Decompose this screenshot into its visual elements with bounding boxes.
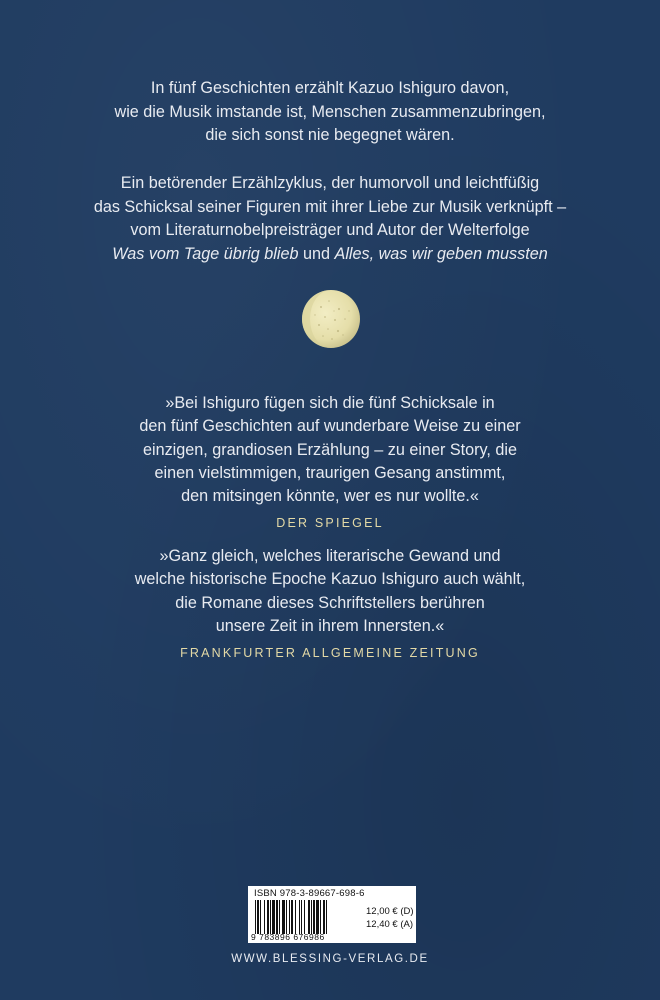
quote-line: »Ganz gleich, welches literarische Gewand und <box>159 547 501 565</box>
blurb-line: Ein betörender Erzählzyklus, der humorvoll und leichtfüßig <box>120 174 540 192</box>
blurb-line: wie die Musik imstande ist, Menschen zusammenzubringen, <box>114 102 546 121</box>
quote-line: einen vielstimmigen, traurigen Gesang anstimmt, <box>154 463 506 482</box>
blurb-line: vom Literaturnobelpreisträger und Autor der Welterfolge <box>130 221 530 239</box>
review-quote-spiegel <box>0 392 660 536</box>
quote-source: FRANKFURTER ALLGEMEINE ZEITUNG <box>180 646 480 661</box>
title-connector: und <box>298 244 335 263</box>
moon-icon <box>301 289 361 349</box>
blurb-titles-line <box>0 243 660 267</box>
blurb-line: die sich sonst nie begegnet wären. <box>205 126 455 144</box>
blurb-paragraph-1 <box>0 77 660 148</box>
quote-line: den mitsingen könnte, wer es nur wollte.« <box>181 487 479 506</box>
quote-line: den fünf Geschichten auf wunderbare Weise zu einer <box>139 417 521 436</box>
quote-line: »Bei Ishiguro fügen sich die fünf Schicksale in <box>165 394 495 412</box>
isbn-text: ISBN 978-3-89667-698-6 <box>254 888 365 899</box>
barcode-icon <box>254 900 354 934</box>
publisher-url: WWW.BLESSING-VERLAG.DE <box>231 953 429 965</box>
price-germany: 12,00 € (D) <box>366 906 414 917</box>
quote-line: die Romane dieses Schriftstellers berühren <box>175 593 485 612</box>
blurb-line: In fünf Geschichten erzählt Kazuo Ishiguro davon, <box>150 79 510 97</box>
quote-line: welche historische Epoche Kazuo Ishiguro auch wählt, <box>134 570 526 589</box>
book-title-2: Alles, was wir geben mussten <box>334 244 548 263</box>
quote-line: unsere Zeit in ihrem Innersten.« <box>215 616 445 635</box>
book-title-1: Was vom Tage übrig blieb <box>112 244 299 263</box>
quote-source: DER SPIEGEL <box>276 516 384 531</box>
barcode-digits: 9 783896 676986 <box>251 932 325 942</box>
blurb-line: das Schicksal seiner Figuren mit ihrer Liebe zur Musik verknüpft – <box>93 197 567 216</box>
price-austria: 12,40 € (A) <box>366 919 413 930</box>
barcode-label <box>248 886 416 943</box>
quote-line: einzigen, grandiosen Erzählung – zu einer Story, die <box>142 440 518 459</box>
review-quote-faz <box>0 545 660 665</box>
blurb-paragraph-2 <box>0 172 660 266</box>
